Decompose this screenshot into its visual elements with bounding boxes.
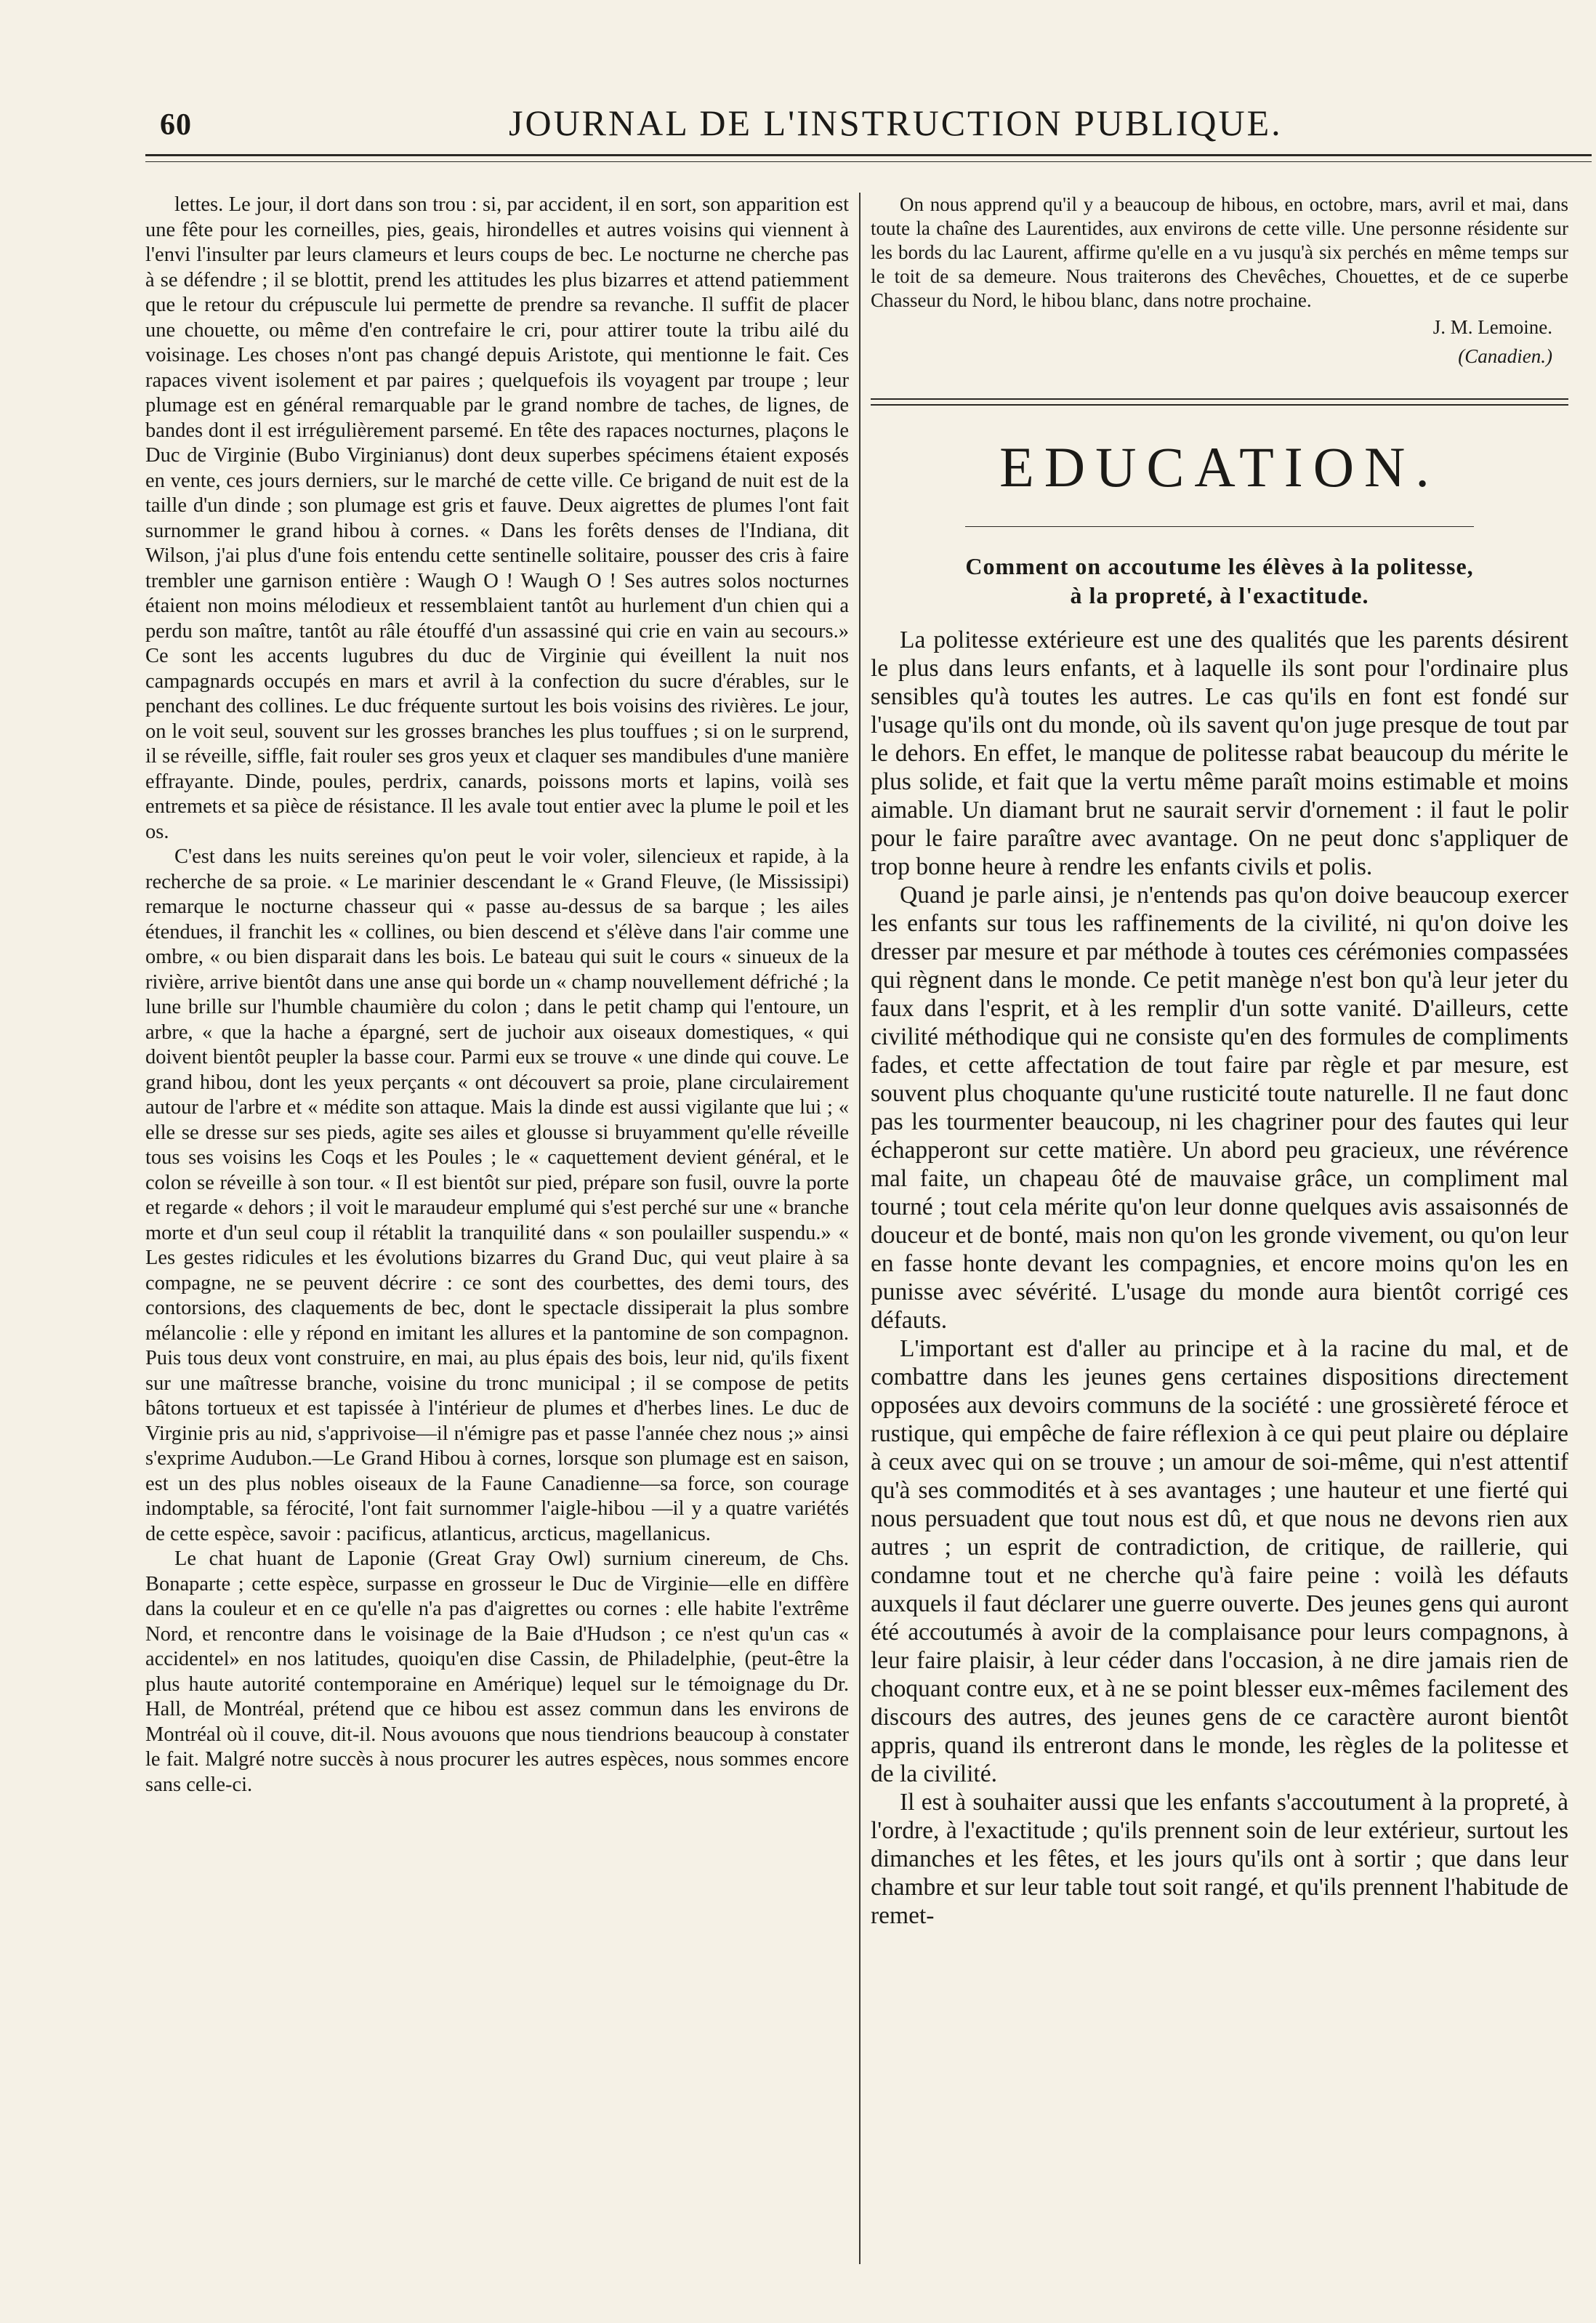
section-title: EDUCATION.	[999, 435, 1440, 499]
column-separator	[859, 193, 861, 2264]
article-paragraph-4: Il est à souhaiter aussi que les enfants s'accoutument à la propreté, à l'ordre, à l'exactitude ; qu'ils prennent soin de leur extérieur, surtout les dimanches et les fêtes, et les jours qu'ils ont à sortir ; que dans leur chambre et sur leur table tout soit rangé, et qu'ils prennent l'habitude de remet-	[871, 1789, 1568, 1929]
header-rule-top	[145, 154, 1592, 156]
article-paragraph-2: Quand je parle ainsi, je n'entends pas qu'on doive beaucoup exercer les enfants sur tous les raffinements de la civilité, ni qu'on doive les dresser par mesure et par méthode à toutes ces cérémonies compassées qui règnent dans le monde. Ce petit manège n'est bon qu'à leur jeter du faux dans l'esprit, et à les remplir d'un sotte vanité. D'ailleurs, cette civilité méthodique qui ne consiste qu'en des formules de compliments fades, et cette affectation de tout faire par règle et par mesure, est souvent plus choquante qu'une rusticité toute naturelle. Il ne faut donc pas les tourmenter beaucoup, ni les chagriner pour des fautes qui leur échapperont sur cette matière. Un abord peu gracieux, une révérence mal faite, un chapeau ôté de mauvaise grâce, un compliment mal tourné ; tout cela mérite qu'on leur donne quelques avis assaisonnés de douceur et de bonté, mais non qu'on les gronde vivement, ou qu'on leur en fasse honte devant les compagnies, et encore moins qu'on les en punisse avec sévérité. L'usage du monde aura bientôt corrigé ces défauts.	[871, 882, 1568, 1334]
article-title-line-2: à la propreté, à l'exactitude.	[1070, 582, 1369, 608]
header-rule-bottom	[145, 161, 1592, 162]
page-number: 60	[160, 108, 192, 142]
right-column	[871, 193, 1568, 1930]
author-source: (Canadien.)	[1458, 345, 1552, 367]
left-paragraph-2: C'est dans les nuits sereines qu'on peut le voir voler, silencieux et rapide, à la recherche de sa proie. « Le marinier descendant le « Grand Fleuve, (le Mississipi) remarque le nocturne chasseur qui « passe au-dessus de sa barque ; les ailes étendues, il franchit les « collines, ou bien descend et s'élève dans l'air comme une ombre, « ou bien disparait dans les bois. Le bateau qui suit le cours « sinueux de la rivière, arrive bientôt dans une anse qui borde un « champ nouvellement défriché ; la lune brille sur l'humble chaumière du colon ; dans le petit champ qui l'entoure, un arbre, « que la hache a épargné, sert de juchoir aux oiseaux domestiques, « qui doivent bientôt peupler la basse cour. Parmi eux se trouve « une dinde qui couve. Le grand hibou, dont les yeux perçants « ont découvert sa proie, plane circulairement autour de l'arbre et « médite son attaque. Mais la dinde est aussi vigilante que lui ; « elle se dresse sur ses pieds, agite ses ailes et glousse si bruyamment qu'elle réveille tous ses voisins les Coqs et les Poules ; le « caquettement devient général, et le colon se réveille à son tour. « Il est bientôt sur pied, prépare son fusil, ouvre la porte et regarde « dehors ; il voit le maraudeur emplumé qui s'est perché sur une « branche morte et d'un seul coup il rétablit la tranquilité dans « son poulailler suspendu.» « Les gestes ridicules et les évolutions bizarres du Grand Duc, qui veut plaire à sa compagne, ne se peuvent décrire : ce sont des courbettes, des demi tours, des contorsions, des claquements de bec, dont le spectacle dissiperait la plus sombre mélancolie : elle y répond en imitant les allures et la pantomine de son compagnon. Puis tous deux vont construire, en mai, au plus épais des bois, leur nid, qu'ils fixent sur une maîtresse branche, voisine du tronc municipal ; il se compose de petits bâtons tortueux et est tapissée à l'intérieur de plumes et d'herbes lines. Le duc de Virginie pris au nid, s'apprivoise—il n'émigre pas et passe l'année chez nous ;» ainsi s'exprime Audubon.—Le Grand Hibou à cornes, lorsque son plumage est en saison, est un des plus nobles oiseaux de la Faune Canadienne—sa force, son courage indomptable, sa férocité, l'ont fait surnommer l'aigle-hibou —il y a quatre variétés de cette espèce, savoir : pacificus, atlanticus, arcticus, magellanicus.	[145, 845, 849, 1545]
article-title	[871, 552, 1568, 610]
left-column	[145, 193, 849, 1797]
article-paragraph-1: La politesse extérieure est une des qualités que les parents désirent le plus dans leurs enfants, et à laquelle ils sont pour l'ordinaire plus sensibles qu'à toutes les autres. Le cas qu'ils en font est fondé sur l'usage qu'ils ont du monde, où ils savent qu'on juge presque de tout par le dehors. En effet, le manque de politesse rabat beaucoup du mérite le plus solide, et fait que la vertu même paraît moins estimable et moins aimable. Un diamant brut ne saurait servir d'ornement : il faut le polir pour le faire paraître avec avantage. On ne peut donc s'appliquer de trop bonne heure à rendre les enfants civils et polis.	[871, 627, 1568, 880]
owl-note-paragraph: On nous apprend qu'il y a beaucoup de hibous, en octobre, mars, avril et mai, dans toute la chaîne des Laurentides, aux environs de cette ville. Une personne résidente sur les bords du lac Laurent, affirme qu'elle en a vu jusqu'à six perchés en même temps sur le toit de sa demeure. Nous traiterons des Chevêches, Chouettes, et de ce superbe Chasseur du Nord, le hibou blanc, dans notre prochaine.	[871, 193, 1568, 311]
section-underline	[965, 526, 1474, 527]
journal-title: JOURNAL DE L'INSTRUCTION PUBLIQUE.	[509, 102, 1283, 143]
running-header	[145, 100, 1592, 151]
article-title-line-1: Comment on accoutume les élèves à la politesse,	[965, 553, 1474, 579]
author-signature: J. M. Lemoine.	[1432, 316, 1552, 338]
article-paragraph-3: L'important est d'aller au principe et à la racine du mal, et de combattre dans les jeunes gens certaines dispositions directement opposées aux devoirs communs de la société : une grossièreté féroce et rustique, qui empêche de faire réflexion à ce qui peut plaire ou déplaire à ceux avec qui on se trouve ; un amour de soi-même, qui n'est attentif qu'à ses commodités et à ses avantages ; une hauteur et une fierté qui nous persuadent que tout nous est dû, et que nous ne devons rien aux autres ; un esprit de contradiction, de critique, de raillerie, qui condamne tout et ne cherche qu'à faire peine : voilà les défauts auxquels il faut déclarer une guerre ouverte. Des jeunes gens qui auront été accoutumés à avoir de la complaisance pour leurs compagnons, à leur faire plaisir, à leur céder dans l'occasion, à ne dire jamais rien de choquant contre eux, et à ne se point blesser eux-mêmes facilement des discours des autres, des jeunes gens de ce caractère auront bientôt appris, quand ils entreront dans le monde, les règles de la politesse et de la civilité.	[871, 1335, 1568, 1787]
left-paragraph-1: lettes. Le jour, il dort dans son trou : si, par accident, il en sort, son apparition est une fête pour les corneilles, pies, geais, hirondelles et autres voisins qui viennent à l'envi l'insulter par leurs clameurs et leurs coups de bec. Le nocturne ne cherche pas à se défendre ; il se blottit, prend les attitudes les plus bizarres et attend patiemment que le retour du crépuscule lui permette de prendre sa revanche. Il suffit de placer une chouette, ou même d'en contrefaire le cri, pour attirer toute la tribu ailé du voisinage. Les choses n'ont pas changé depuis Aristote, qui mentionne le fait. Ces rapaces vivent isolement et par paires ; quelquefois ils voyagent par troupe ; leur plumage est en général remarquable par le grand nombre de taches, de lignes, de bandes dont il est irrégulièrement parsemé. En tête des rapaces nocturnes, plaçons le Duc de Virginie (Bubo Virginianus) dont deux superbes spécimens étaient exposés en vente, ces jours derniers, sur le marché de cette ville. Ce brigand de nuit est de la taille d'un dinde ; son plumage est gris et fauve. Deux aigrettes de plumes l'ont fait surnommer le grand hibou à cornes. « Dans les forêts denses de l'Indiana, dit Wilson, j'ai plus d'une fois entendu cette sentinelle solitaire, pousser des cris à faire trembler une garnison entière : Waugh O ! Waugh O ! Ses autres solos nocturnes étaient non moins mélodieux et ressemblaient tantôt au hurlement d'un chien qui a perdu son maître, tantôt au râle étouffé d'un assassiné qui crie en vain au secours.» Ce sont les accents lugubres du duc de Virginie qui éveillent la nuit nos campagnards occupés en mars et avril à la confection du sucre d'érables, sur le penchant des collines. Le duc fréquente surtout les bois voisins des rivières. Le jour, on le voit seul, souvent sur les grosses branches les plus touffues ; si on le surprend, il se réveille, siffle, fait rouler ses gros yeux et claquer ses mandibules d'une manière effrayante. Dinde, poules, perdrix, canards, poissons morts et lapins, voilà ses entremets et sa pièce de résistance. Il les avale tout entier avec la plume le poil et les os.	[145, 193, 849, 843]
section-divider	[871, 398, 1568, 406]
left-paragraph-3: Le chat huant de Laponie (Great Gray Owl) surnium cinereum, de Chs. Bonaparte ; cette espèce, surpasse en grosseur le Duc de Virginie—elle en diffère dans la couleur et en ce qu'elle n'a pas d'aigrettes ou cornes : elle habite l'extrême Nord, et rencontre dans le voisinage de la Baie d'Hudson ; ce n'est qu'un cas « accidentel» en nos latitudes, quoiqu'en dise Cassin, de Philadelphie, (peut-être la plus haute autorité contemporaine en Amérique) lequel sur le témoignage du Dr. Hall, de Montréal, prétend que ce hibou est assez commun dans les environs de Montréal où il couve, dit-il. Nous avouons que nous tiendrions beaucoup à constater le fait. Malgré notre succès à nous procurer les autres espèces, nous sommes encore sans celle-ci.	[145, 1547, 849, 1796]
